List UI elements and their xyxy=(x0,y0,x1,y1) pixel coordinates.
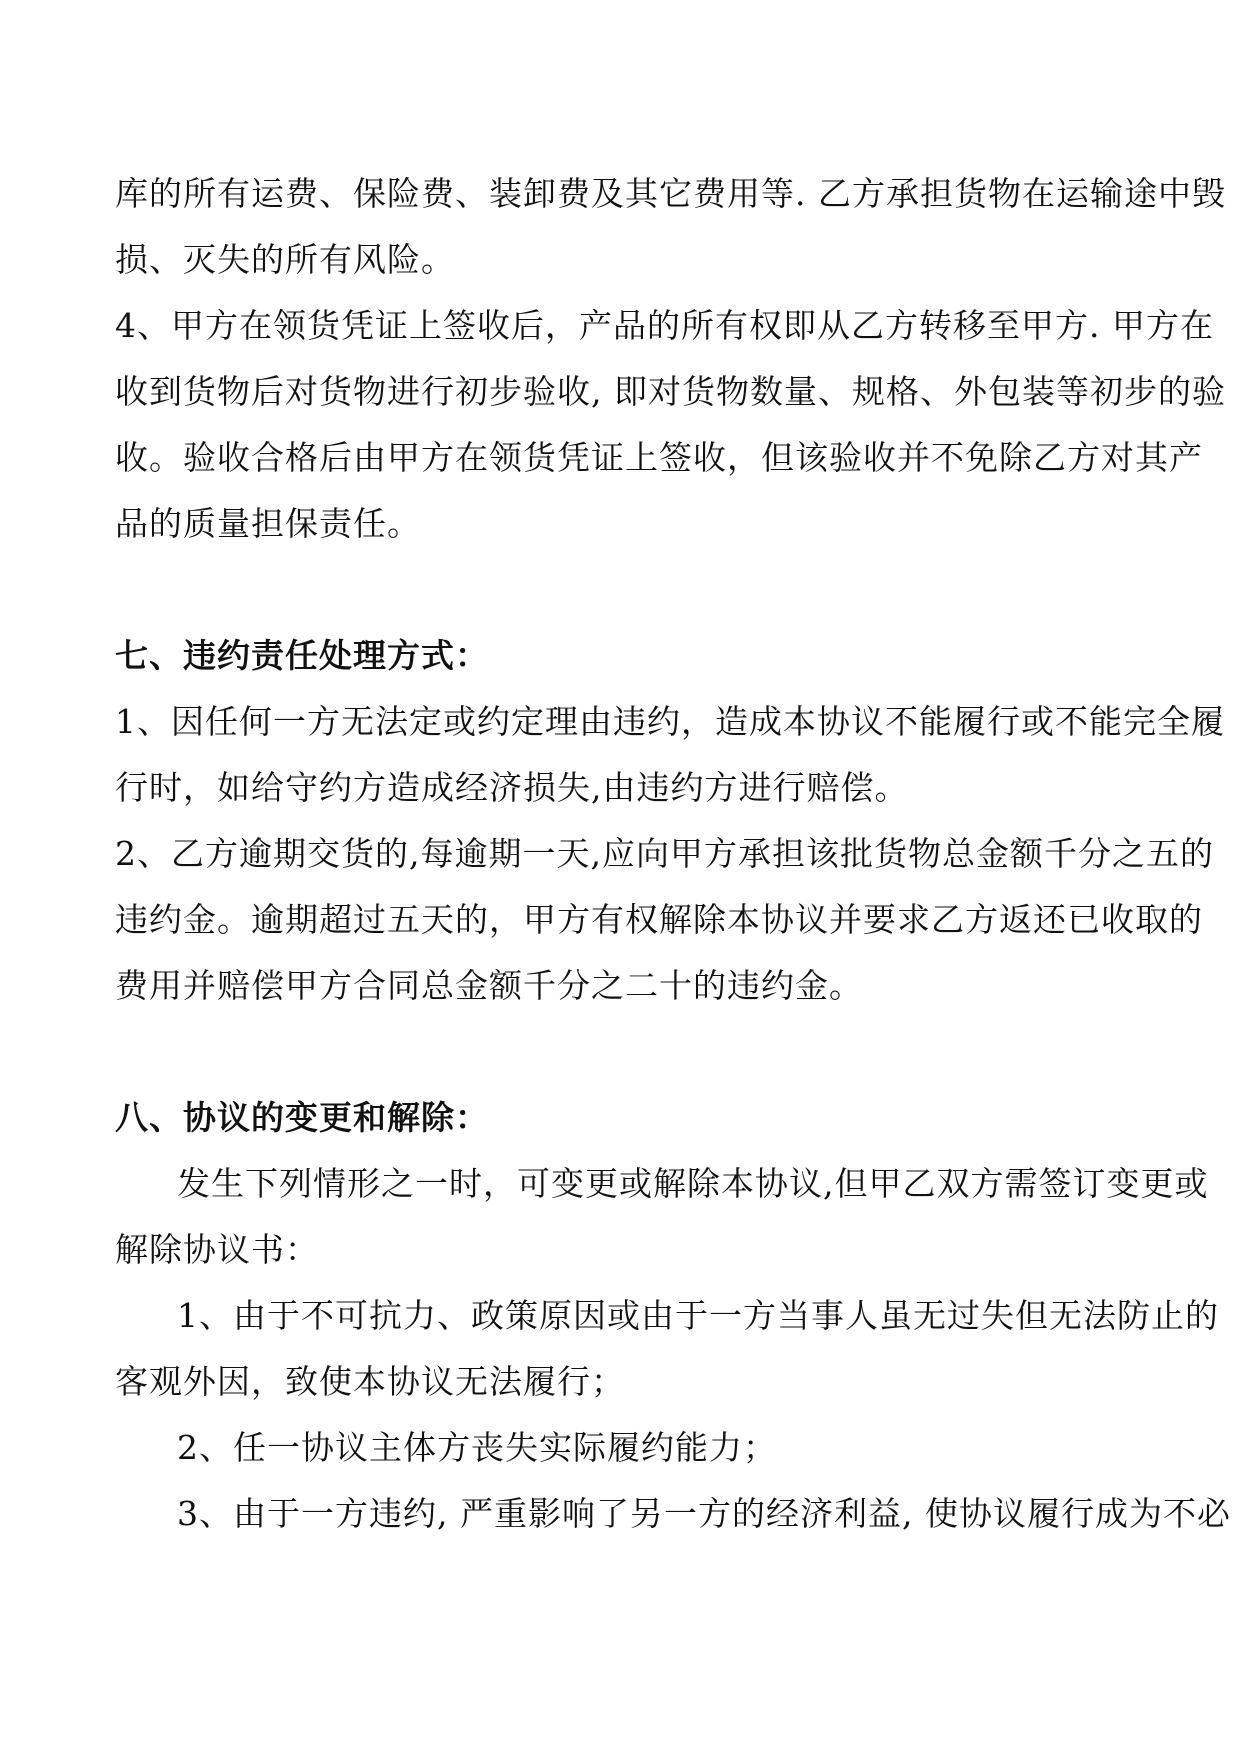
text-line: 1、由于不可抗力、政策原因或由于一方当事人虽无过失但无法防止的 xyxy=(177,1296,1219,1335)
text-line: 客观外因，致使本协议无法履行； xyxy=(115,1362,625,1401)
text-line: 费用并赔偿甲方合同总金额千分之二十的违约金。 xyxy=(115,966,863,1005)
text-line: 行时，如给守约方造成经济损失,由违约方进行赔偿。 xyxy=(115,768,909,807)
text-line: 解除协议书： xyxy=(115,1230,319,1269)
text-line: 3、由于一方违约, 严重影响了另一方的经济利益, 使协议履行成为不必 xyxy=(177,1494,1231,1533)
text-line: 2、任一协议主体方丧失实际履约能力； xyxy=(177,1428,777,1467)
text-line: 发生下列情形之一时，可变更或解除本协议,但甲乙双方需签订变更或 xyxy=(177,1164,1209,1203)
text-line: 2、乙方逾期交货的,每逾期一天,应向甲方承担该批货物总金额千分之五的 xyxy=(115,834,1214,873)
text-line: 违约金。逾期超过五天的，甲方有权解除本协议并要求乙方返还已收取的 xyxy=(115,900,1203,939)
text-line: 库的所有运费、保险费、装卸费及其它费用等. 乙方承担货物在运输途中毁 xyxy=(115,174,1226,213)
text-line: 品的质量担保责任。 xyxy=(115,504,421,543)
text-line: 收。验收合格后由甲方在领货凭证上签收，但该验收并不免除乙方对其产 xyxy=(115,438,1203,477)
text-line: 收到货物后对货物进行初步验收, 即对货物数量、规格、外包装等初步的验 xyxy=(115,372,1226,411)
text-line: 1、因任何一方无法定或约定理由违约，造成本协议不能履行或不能完全履 xyxy=(115,702,1225,741)
section-heading: 七、违约责任处理方式： xyxy=(115,636,489,675)
section-heading: 八、协议的变更和解除： xyxy=(115,1098,489,1137)
text-line: 损、灭失的所有风险。 xyxy=(115,240,455,279)
text-line: 4、甲方在领货凭证上签收后，产品的所有权即从乙方转移至甲方. 甲方在 xyxy=(115,306,1214,345)
